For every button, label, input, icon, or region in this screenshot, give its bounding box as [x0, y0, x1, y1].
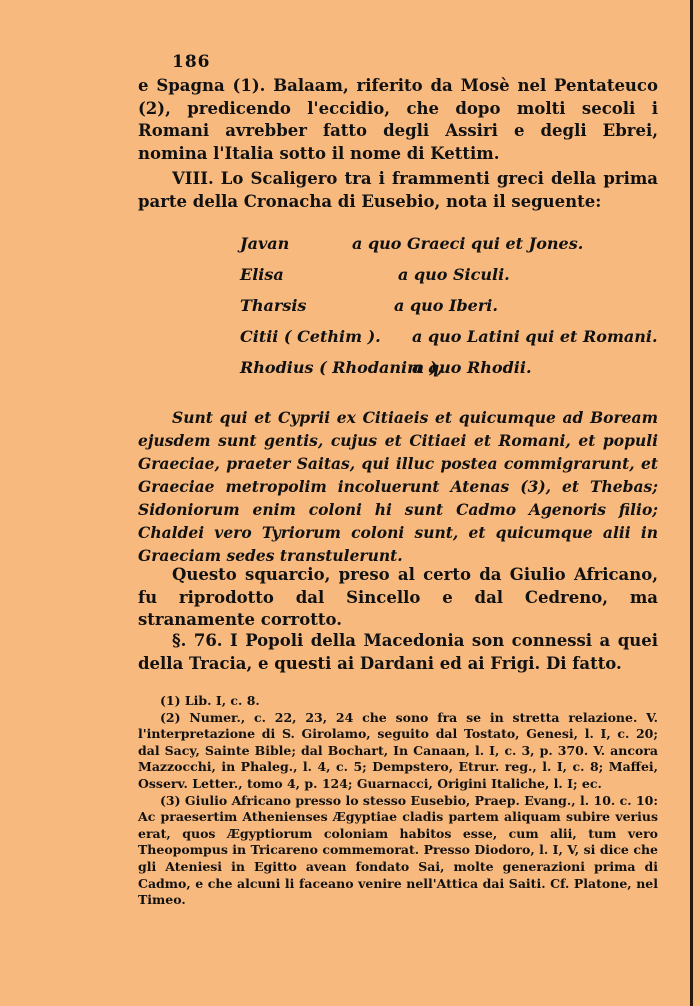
list-item	[240, 296, 660, 327]
page-number: 186	[172, 52, 211, 72]
footnote-1: (1) Lib. I, c. 8.	[160, 693, 260, 708]
list-item	[240, 358, 660, 389]
paragraph-balaam: e Spagna (1). Balaam, riferito da Mosè nel Pentateuco (2), predicendo l'eccidio, che dopo molti secoli i Romani avrebber fatto degli Assiri e degli Ebrei, nomina l'Italia sotto il nome di Kettim.	[138, 76, 658, 163]
list-name: Citii ( Cethim ).	[240, 327, 381, 346]
list-item	[240, 234, 660, 265]
page-edge-shadow	[690, 0, 693, 1006]
list-item	[240, 327, 660, 358]
footnotes	[138, 693, 658, 909]
list-origin: a quo Graeci qui et Jones.	[352, 234, 584, 253]
list-name: Rhodius ( Rhodanim ),	[240, 358, 443, 377]
list-name: Javan	[240, 234, 290, 253]
list-name: Tharsis	[240, 296, 307, 315]
paragraph-scaligero: VIII. Lo Scaligero tra i frammenti greci della prima parte della Cronacha di Eusebio, nota il seguente:	[138, 169, 658, 211]
paragraph-section-76: §. 76. I Popoli della Macedonia son connessi a quei della Tracia, e questi ai Dardani ed ai Frigi. Di fatto.	[138, 631, 658, 673]
footnote-3: (3) Giulio Africano presso lo stesso Eusebio, Praep. Evang., l. 10. c. 10: Ac praesertim Athenienses Ægyptiae cladis partem aliquam subire verius erat, quos Ægyptiorum coloniam habitos esse, cum alii, tum vero Theopompus in Tricareno commemorat. Presso Diodoro, l. I, V, si dice che gli Ateniesi in Egitto avean fondato Sai, molte generazioni prima di Cadmo, e che alcuni li faceano venire nell'Attica dai Saiti. Cf. Platone, nel Timeo.	[138, 792, 658, 908]
latin-quotation: Sunt qui et Cyprii ex Citiaeis et quicumque ad Boream ejusdem sunt gentis, cujus et Citiaei et Romani, et populi Graeciae, praeter Saitas, qui illuc postea commigrarunt, et Graeciae metropolim incoluerunt Atenas (3), et Thebas; Sidoniorum enim coloni hi sunt Cadmo Agenoris filio; Chaldei vero Tyriorum coloni sunt, et quicumque alii in Graeciam sedes transtulerunt.	[138, 408, 658, 565]
list-item	[240, 265, 660, 296]
list-origin: a quo Latini qui et Romani.	[412, 327, 658, 346]
paragraph-africano: Questo squarcio, preso al certo da Giulio Africano, fu riprodotto dal Sincello e dal Cedreno, ma stranamente corrotto.	[138, 565, 658, 629]
footnote-2: (2) Numer., c. 22, 23, 24 che sono fra se in stretta relazione. V. l'interpretazione di S. Girolamo, seguito dal Tostato, Genesi, l. I, c. 20; dal Sacy, Sainte Bible; dal Bochart, In Canaan, l. I, c. 3, p. 370. V. ancora Mazzocchi, in Phaleg., l. 4, c. 5; Dempstero, Etrur. reg., l. I, c. 8; Maffei, Osserv. Letter., tomo 4, p. 124; Guarnacci, Origini Italiche, l. I; ec.	[138, 709, 658, 791]
list-origin: a quo Iberi.	[394, 296, 498, 315]
list-origin: a quo Siculi.	[398, 265, 510, 284]
peoples-list	[240, 234, 660, 389]
list-origin: a quo Rhodii.	[412, 358, 532, 377]
list-name: Elisa	[240, 265, 284, 284]
